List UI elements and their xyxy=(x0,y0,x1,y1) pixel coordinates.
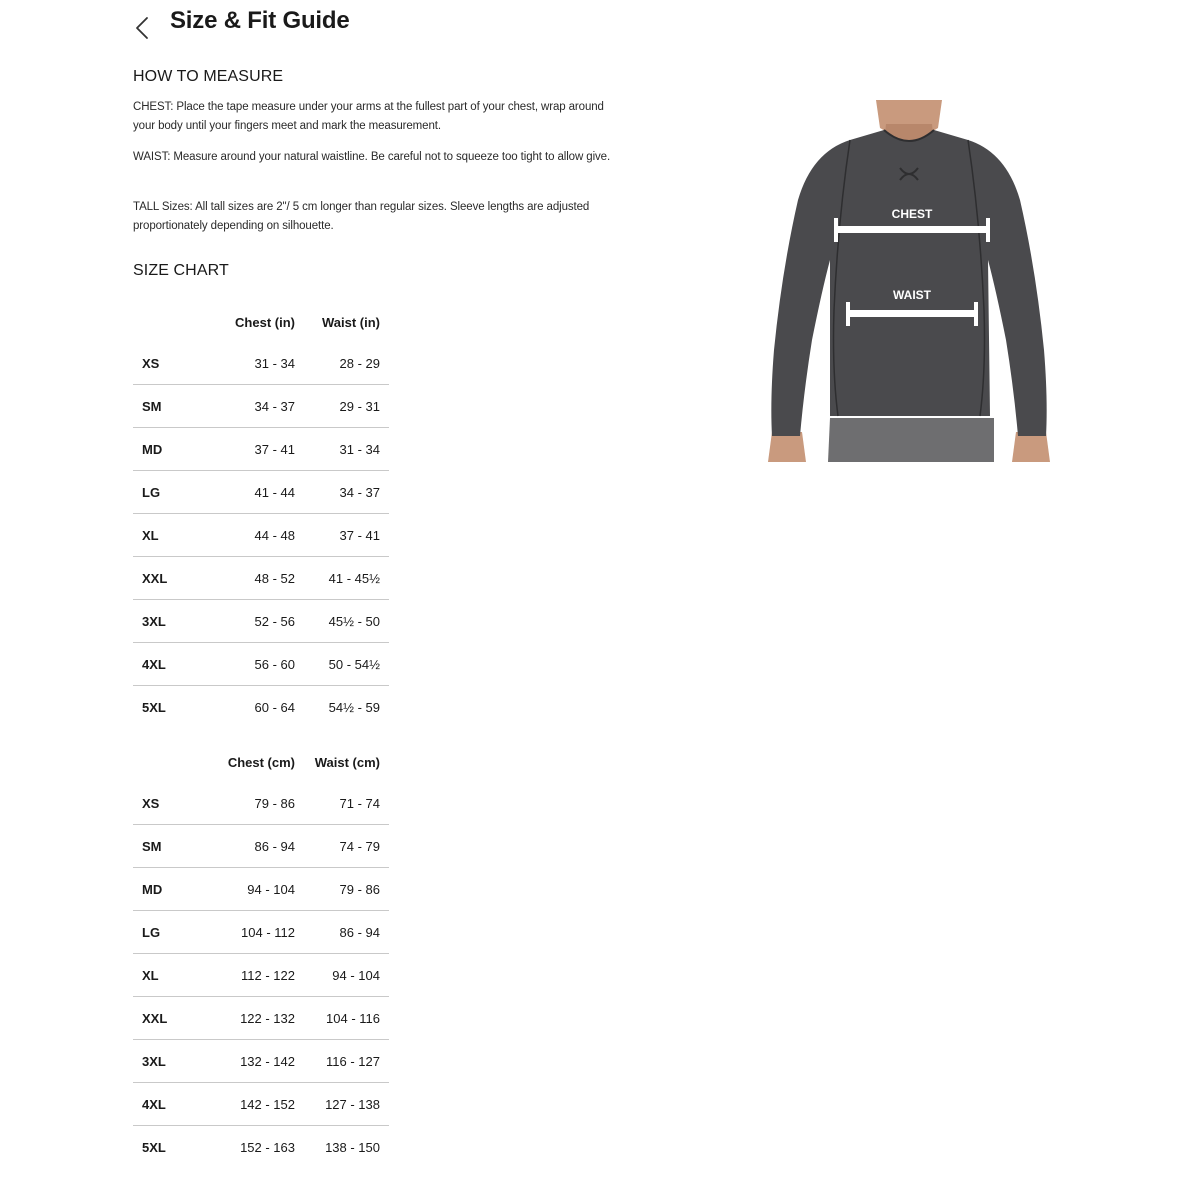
waist-instructions: WAIST: Measure around your natural waistline. Be careful not to squeeze too tight to allow give. xyxy=(133,151,611,163)
chest-cell: 34 - 37 xyxy=(210,385,295,428)
table-row xyxy=(133,643,389,686)
model-left-hand xyxy=(768,432,806,462)
chest-cell: 31 - 34 xyxy=(254,355,295,371)
waist-cell: 94 - 104 xyxy=(295,954,389,997)
size-cell: SM xyxy=(133,825,210,868)
chest-cell: 94 - 104 xyxy=(210,868,295,911)
waist-band-left-cap xyxy=(846,302,850,326)
table-row xyxy=(133,868,389,911)
waist-cell: 74 - 79 xyxy=(295,825,389,868)
waist-cell: 34 - 37 xyxy=(295,471,389,514)
size-cell: 4XL xyxy=(133,643,210,686)
chest-cell: 104 - 112 xyxy=(210,911,295,954)
waist-cell: 37 - 41 xyxy=(295,514,389,557)
chest-cell: 52 - 56 xyxy=(210,600,295,643)
back-button[interactable] xyxy=(128,12,158,42)
chest-cell: 86 - 94 xyxy=(210,825,295,868)
waist-measure-band xyxy=(848,310,976,317)
waist-band-label: WAIST xyxy=(893,288,931,302)
size-table-centimeters xyxy=(133,742,389,1168)
size-column-header xyxy=(133,742,210,782)
waist-cell: 138 - 150 xyxy=(295,1126,389,1169)
size-cell: XXL xyxy=(133,557,210,600)
chest-cell: 132 - 142 xyxy=(210,1040,295,1083)
size-column-header xyxy=(133,302,210,342)
chest-cell: 112 - 122 xyxy=(210,954,295,997)
model-figure xyxy=(768,100,1050,462)
chest-in-column-header: Chest (in) xyxy=(235,314,295,330)
waist-cell: 29 - 31 xyxy=(295,385,389,428)
chest-cell: 60 - 64 xyxy=(210,686,295,729)
size-cell: 3XL xyxy=(133,1040,210,1083)
table-row xyxy=(133,1083,389,1126)
size-table-inches xyxy=(133,302,389,728)
table-row xyxy=(133,1040,389,1083)
size-cell: MD xyxy=(133,868,210,911)
table-header-row xyxy=(133,302,389,342)
chest-measure-band xyxy=(836,226,988,233)
chevron-left-icon xyxy=(128,12,158,42)
size-cell: 5XL xyxy=(133,1126,210,1169)
size-chart-heading: SIZE CHART xyxy=(133,262,229,279)
waist-cell: 79 - 86 xyxy=(295,868,389,911)
measurement-illustration xyxy=(768,100,1050,462)
waist-cell: 116 - 127 xyxy=(295,1040,389,1083)
size-cell: XS xyxy=(142,795,160,811)
waist-cm-column-header: Waist (cm) xyxy=(314,754,380,770)
table-row xyxy=(133,997,389,1040)
size-cell: XL xyxy=(133,954,210,997)
waist-band-right-cap xyxy=(974,302,978,326)
table-row xyxy=(133,342,389,385)
size-cell: MD xyxy=(133,428,210,471)
size-cell: 4XL xyxy=(133,1083,210,1126)
chest-cell: 41 - 44 xyxy=(210,471,295,514)
chest-cm-column-header: Chest (cm) xyxy=(227,754,295,770)
waist-cell: 54½ - 59 xyxy=(295,686,389,729)
chest-cell: 122 - 132 xyxy=(210,997,295,1040)
size-cell: XS xyxy=(142,355,160,371)
table-row xyxy=(133,911,389,954)
chest-cell: 48 - 52 xyxy=(210,557,295,600)
table-row xyxy=(133,428,389,471)
size-cell: XXL xyxy=(133,997,210,1040)
waist-cell: 41 - 45½ xyxy=(295,557,389,600)
waist-in-column-header: Waist (in) xyxy=(321,314,380,330)
chest-cell: 37 - 41 xyxy=(210,428,295,471)
chest-cell: 79 - 86 xyxy=(254,795,295,811)
chest-cell: 56 - 60 xyxy=(210,643,295,686)
table-row xyxy=(133,600,389,643)
size-cell: 3XL xyxy=(133,600,210,643)
table-row xyxy=(133,825,389,868)
chest-cell: 152 - 163 xyxy=(210,1126,295,1169)
table-row xyxy=(133,782,389,825)
waist-cell: 104 - 116 xyxy=(295,997,389,1040)
size-cell: XL xyxy=(133,514,210,557)
table-row xyxy=(133,954,389,997)
table-row xyxy=(133,385,389,428)
model-right-hand xyxy=(1012,432,1050,462)
waist-cell: 127 - 138 xyxy=(295,1083,389,1126)
chest-band-label: CHEST xyxy=(891,207,933,221)
chest-instructions: CHEST: Place the tape measure under your arms at the fullest part of your chest, wrap around your body until your fingers meet and mark the measurement. xyxy=(133,101,604,132)
table-header-row xyxy=(133,742,389,782)
chest-band-right-cap xyxy=(986,218,990,242)
table-row xyxy=(133,514,389,557)
how-to-measure-heading: HOW TO MEASURE xyxy=(133,68,284,85)
size-cell: SM xyxy=(133,385,210,428)
table-row xyxy=(133,686,389,729)
model-shorts xyxy=(828,418,994,462)
waist-cell: 31 - 34 xyxy=(295,428,389,471)
table-row xyxy=(133,557,389,600)
page-title: Size & Fit Guide xyxy=(170,7,350,34)
tall-sizes-note: TALL Sizes: All tall sizes are 2"/ 5 cm longer than regular sizes. Sleeve lengths are adjusted proportionately depending on silhouette. xyxy=(133,201,590,232)
size-cell: 5XL xyxy=(133,686,210,729)
chest-cell: 142 - 152 xyxy=(210,1083,295,1126)
table-row xyxy=(133,471,389,514)
waist-cell: 71 - 74 xyxy=(339,795,380,811)
size-cell: LG xyxy=(133,471,210,514)
waist-cell: 86 - 94 xyxy=(295,911,389,954)
waist-cell: 28 - 29 xyxy=(339,355,380,371)
table-row xyxy=(133,1126,389,1169)
model-shirt xyxy=(771,130,1046,436)
size-cell: LG xyxy=(133,911,210,954)
chest-cell: 44 - 48 xyxy=(210,514,295,557)
waist-cell: 50 - 54½ xyxy=(295,643,389,686)
waist-cell: 45½ - 50 xyxy=(295,600,389,643)
chest-band-left-cap xyxy=(834,218,838,242)
